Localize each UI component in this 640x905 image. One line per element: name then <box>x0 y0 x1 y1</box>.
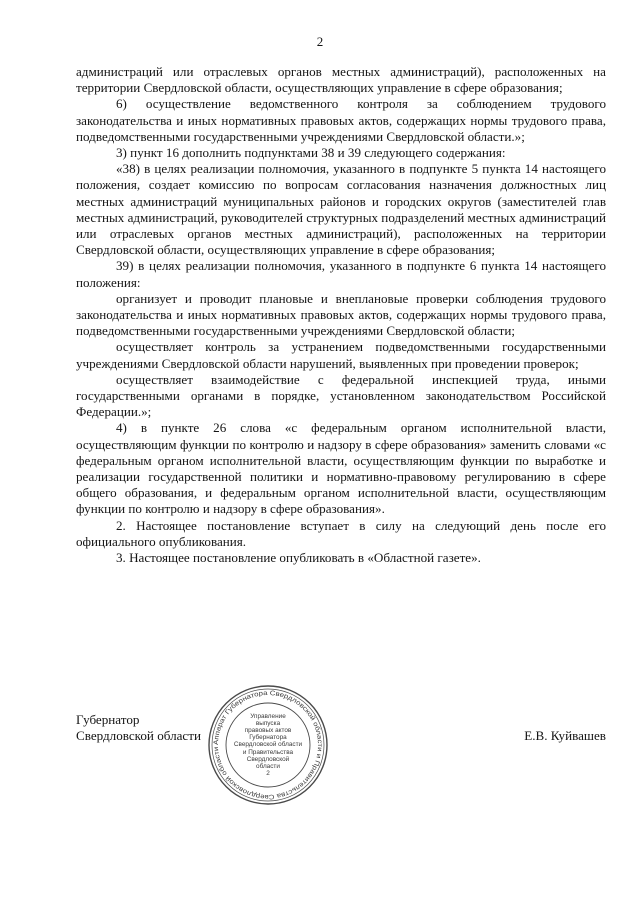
signature-block <box>76 712 606 752</box>
stamp-center-line: области <box>256 763 280 770</box>
stamp-ring-text: Аппарат Губернатора Свердловской области и Правительства Свердловской области <box>212 689 324 801</box>
signatory-name: Е.В. Куйвашев <box>524 728 606 743</box>
stamp-center-line: 2 <box>266 770 270 778</box>
stamp-center-line: Губернатора <box>249 734 287 742</box>
paragraph: 2. Настоящее постановление вступает в силу на следующий день после его официального опубликования. <box>76 517 606 549</box>
paragraph: 39) в целях реализации полномочия, указанного в подпункте 6 пункта 14 настоящего положения: <box>76 258 606 290</box>
signatory-position-line2: Свердловской области <box>76 728 201 744</box>
stamp-center-line: Свердловской <box>246 755 290 763</box>
document-body <box>76 64 606 566</box>
official-stamp <box>206 683 330 807</box>
stamp-center-text <box>230 701 306 789</box>
signatory-position-line1: Губернатор <box>76 712 140 727</box>
paragraph: осуществляет взаимодействие с федеральной инспекцией труда, иными государственными органами в порядке, установленном законодательством Российской Федерации.»; <box>76 371 606 420</box>
paragraph: осуществляет контроль за устранением подведомственными государственными учреждениями Свердловской области нарушений, выявленных при проведении проверок; <box>76 339 606 371</box>
paragraph: 3) пункт 16 дополнить подпунктами 38 и 39 следующего содержания: <box>116 145 506 161</box>
stamp-center-line: Свердловской области <box>233 741 303 749</box>
stamp-center-line: правовых актов <box>244 726 292 734</box>
signatory-position <box>76 712 201 744</box>
paragraph: «38) в целях реализации полномочия, указанного в подпункте 5 пункта 14 настоящего положения, создает комиссию по вопросам согласования назначения должностных лиц местных администраций муниципальных районов и городских округов (заместителей глав местных администраций, руководителей структурных подразделений местных администраций или отраслевых органов местных администраций), расположенных на территории Свердловской области, осуществляющих управление в сфере образования; <box>76 161 606 258</box>
stamp-center-line: и Правительства <box>242 748 294 756</box>
paragraph: 3. Настоящее постановление опубликовать в «Областной газете». <box>116 550 481 566</box>
stamp-center-line: Управление <box>250 712 286 720</box>
paragraph: администраций или отраслевых органов местных администраций), расположенных на территории Свердловской области, осуществляющих управление в сфере образования; <box>76 64 606 96</box>
paragraph: 4) в пункте 26 слова «с федеральным органом исполнительной власти, осуществляющим функции по контролю и надзору в сфере образования» заменить словами «с федеральным органом исполнительной власти, осуществляющим функции по выработке и реализации государственной политики и нормативно-правовому регулированию в сфере общего образования, и федеральным органом исполнительной власти, осуществляющим функции по контролю и надзору в сфере образования». <box>76 420 606 517</box>
paragraph: 6) осуществление ведомственного контроля за соблюдением трудового законодательства и иных нормативных правовых актов, содержащих нормы трудового права, подведомственными государственными учреждениями Свердловской области.»; <box>76 96 606 144</box>
page-number: 2 <box>316 34 324 49</box>
stamp-center-line: выпуска <box>255 719 281 727</box>
paragraph: организует и проводит плановые и внеплановые проверки соблюдения трудового законодательства и иных нормативных правовых актов, содержащих нормы трудового права, подведомственными государственными учреждениями Свердловской области; <box>76 290 606 339</box>
